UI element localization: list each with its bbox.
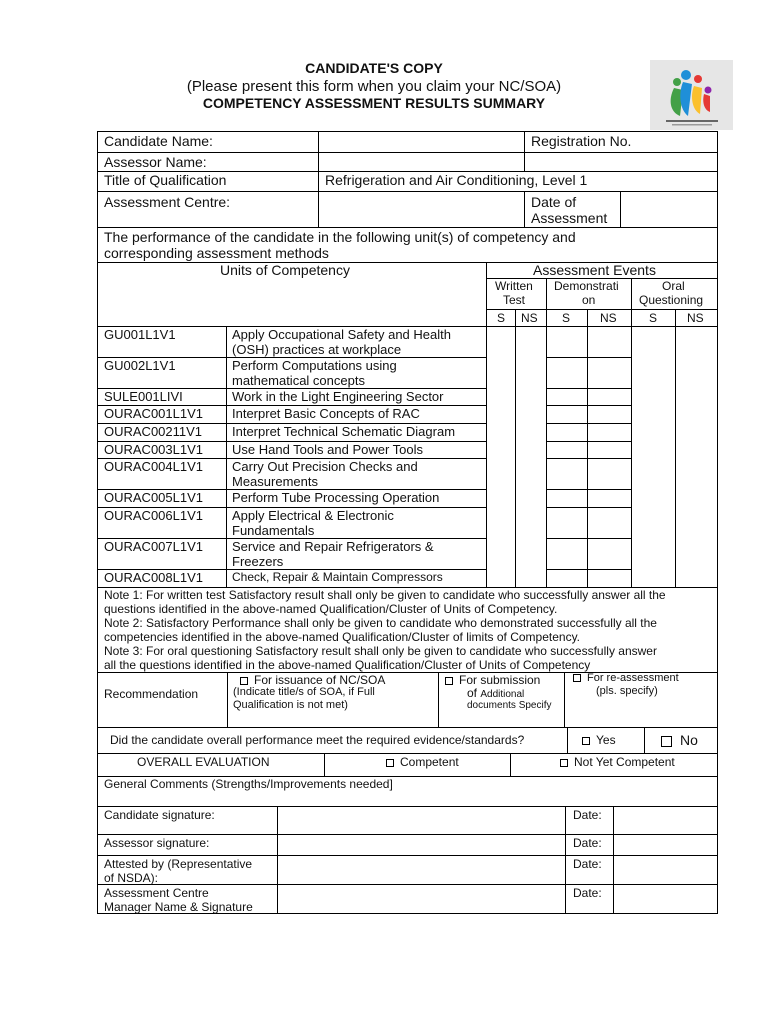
unit-title: Work in the Light Engineering Sector	[232, 389, 444, 404]
submission-checkbox[interactable]	[445, 677, 453, 685]
yes-option[interactable]	[582, 733, 616, 747]
unit-title: Carry Out Precision Checks and	[232, 459, 418, 474]
qualification-label: Title of Qualification	[104, 172, 227, 188]
unit-code: OURAC008L1V1	[104, 570, 203, 585]
unit-title-line-2: mathematical concepts	[232, 373, 365, 388]
unit-title: Apply Electrical & Electronic	[232, 508, 394, 523]
oral-questioning-header: Oral	[662, 279, 685, 293]
assessor-signature-label: Assessor signature:	[104, 836, 210, 850]
note-3-line-2: all the questions identified in the above-named Qualification/Cluster of Units of Competency	[104, 658, 591, 672]
note-3-line-1: Note 3: For oral questioning Satisfactory result shall only be given to candidate who successfully answer	[104, 644, 657, 658]
submission-of-text: of	[467, 686, 478, 700]
candidate-signature-label: Candidate signature:	[104, 808, 215, 822]
submission-option-label: For submission	[459, 673, 541, 687]
submission-note-1: Additional	[480, 689, 525, 700]
unit-title-line-2: (OSH) practices at workplace	[232, 342, 402, 357]
unit-title-line-2: Freezers	[232, 554, 284, 569]
issuance-note-2: Qualification is not met)	[233, 699, 348, 711]
not-competent-option[interactable]	[560, 755, 675, 769]
units-of-competency-header: Units of Competency	[220, 262, 350, 278]
recommendation-label: Recommendation	[104, 687, 199, 701]
no-checkbox[interactable]	[661, 736, 672, 747]
written-test-header: Written	[495, 279, 533, 293]
issuance-note-1: (Indicate title/s of SOA, if Full	[233, 686, 375, 698]
submission-of	[467, 686, 524, 701]
unit-title: Service and Repair Refrigerators &	[232, 539, 434, 554]
overall-question: Did the candidate overall performance meet the required evidence/standards?	[110, 733, 525, 747]
unit-code: OURAC00211V1	[104, 424, 203, 439]
unit-code: SULE001LIVI	[104, 389, 183, 404]
unit-code: OURAC006L1V1	[104, 508, 203, 523]
not-competent-checkbox[interactable]	[560, 759, 568, 767]
oral-questioning-header-2: Questioning	[639, 293, 704, 307]
unit-title: Perform Computations using	[232, 358, 397, 373]
unit-code: OURAC005L1V1	[104, 490, 203, 505]
competent-option[interactable]	[386, 755, 459, 769]
no-label: No	[680, 732, 698, 748]
note-2-line-2: competencies identified in the above-named Qualification/Cluster of limits of Competency.	[104, 630, 581, 644]
written-s-header: S	[497, 311, 506, 325]
issuance-option[interactable]	[240, 673, 385, 687]
unit-title: Use Hand Tools and Power Tools	[232, 442, 424, 457]
oral-s-header: S	[649, 311, 658, 325]
date-of-assessment-label: Date of	[531, 194, 577, 210]
assessor-name-label: Assessor Name:	[104, 154, 207, 170]
qualification-value: Refrigeration and Air Conditioning, Level 1	[325, 172, 588, 188]
no-option[interactable]	[661, 732, 698, 748]
unit-code: GU001L1V1	[104, 327, 176, 342]
not-competent-label: Not Yet Competent	[574, 755, 675, 769]
registration-no-label: Registration No.	[531, 133, 632, 149]
performance-statement: The performance of the candidate in the following unit(s) of competency and	[104, 229, 576, 245]
candidate-date-label: Date:	[573, 808, 602, 822]
unit-title: Interpret Technical Schematic Diagram	[232, 424, 456, 439]
reassessment-option-label: For re-assessment	[587, 672, 679, 684]
competent-label: Competent	[400, 755, 459, 769]
issuance-option-label: For issuance of NC/SOA	[254, 673, 386, 687]
assessment-events-header: Assessment Events	[533, 262, 656, 278]
attested-by-label-2: of NSDA):	[104, 871, 159, 885]
unit-title: Apply Occupational Safety and Health	[232, 327, 451, 342]
issuance-checkbox[interactable]	[240, 677, 248, 685]
unit-title-line-2: Fundamentals	[232, 523, 315, 538]
yes-label: Yes	[596, 733, 616, 747]
yes-checkbox[interactable]	[582, 737, 590, 745]
demonstration-header: Demonstrati	[554, 279, 619, 293]
written-ns-header: NS	[521, 311, 538, 325]
centre-manager-label-2: Manager Name & Signature	[104, 900, 253, 914]
competent-checkbox[interactable]	[386, 759, 394, 767]
submission-note-2: documents Specify	[467, 700, 552, 711]
form-title: CANDIDATE'S COPY	[305, 60, 443, 76]
oral-ns-header: NS	[687, 311, 704, 325]
written-test-header-2: Test	[503, 293, 526, 307]
reassessment-option[interactable]	[573, 672, 679, 685]
reassessment-note: (pls. specify)	[596, 685, 658, 697]
performance-statement-2: corresponding assessment methods	[104, 245, 329, 261]
unit-title: Perform Tube Processing Operation	[232, 490, 440, 505]
nsda-logo	[650, 60, 733, 130]
assessor-date-label: Date:	[573, 836, 602, 850]
attested-date-label: Date:	[573, 857, 602, 871]
overall-evaluation-label: OVERALL EVALUATION	[137, 755, 270, 769]
form-heading: COMPETENCY ASSESSMENT RESULTS SUMMARY	[202, 95, 546, 111]
demo-ns-header: NS	[600, 311, 617, 325]
centre-manager-label: Assessment Centre	[104, 886, 209, 900]
submission-option[interactable]	[445, 673, 540, 687]
note-1-line-2: questions identified in the above-named Qualification/Cluster of Units of Competency.	[104, 602, 558, 616]
form-subtitle: (Please present this form when you claim your NC/SOA)	[186, 78, 562, 95]
reassessment-checkbox[interactable]	[573, 674, 581, 682]
note-2-line-1: Note 2: Satisfactory Performance shall only be given to candidate who demonstrated successfully all the	[104, 616, 657, 630]
unit-code: OURAC003L1V1	[104, 442, 203, 457]
attested-by-label: Attested by (Representative	[104, 857, 253, 871]
demo-s-header: S	[562, 311, 571, 325]
unit-title: Interpret Basic Concepts of RAC	[232, 406, 420, 421]
date-of-assessment-label-2: Assessment	[531, 210, 608, 226]
demonstration-header-2: on	[582, 293, 596, 307]
unit-code: GU002L1V1	[104, 358, 176, 373]
unit-code: OURAC004L1V1	[104, 459, 203, 474]
assessment-centre-label: Assessment Centre:	[104, 194, 231, 210]
candidate-name-label: Candidate Name:	[104, 133, 213, 149]
manager-date-label: Date:	[573, 886, 602, 900]
unit-code: OURAC007L1V1	[104, 539, 203, 554]
unit-title-line-2: Measurements	[232, 474, 318, 489]
unit-code: OURAC001L1V1	[104, 406, 203, 421]
unit-title: Check, Repair & Maintain Compressors	[232, 570, 443, 584]
general-comments-label: General Comments (Strengths/Improvements needed]	[104, 777, 393, 791]
note-1-line-1: Note 1: For written test Satisfactory result shall only be given to candidate who successfully answer all the	[104, 588, 666, 602]
